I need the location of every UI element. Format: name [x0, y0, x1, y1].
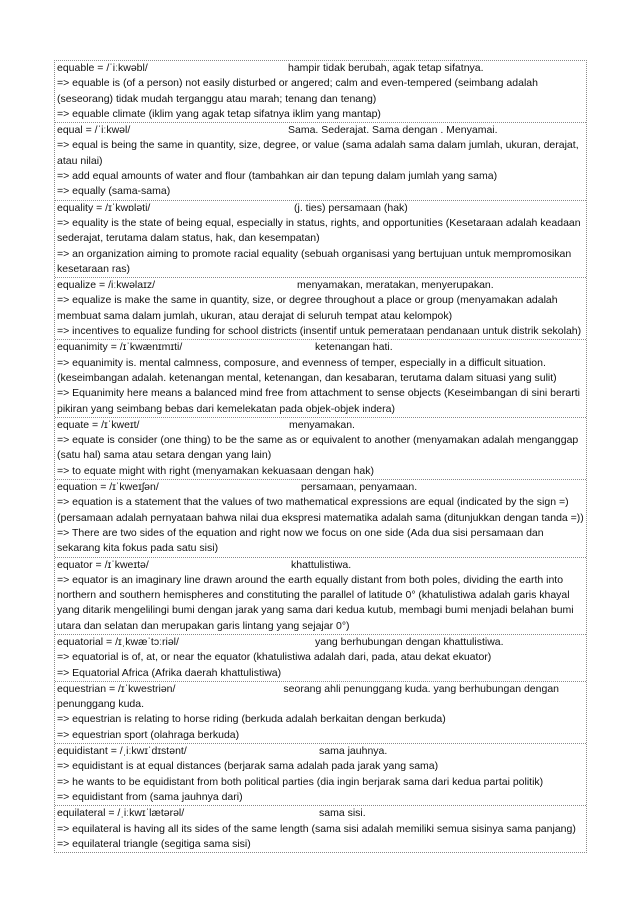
- entry-headword: equal = /ˈiːkwəl/: [57, 124, 131, 137]
- entry-definition: => equate is consider (one thing) to be the same as or equivalent to another (menyamakan adalah menganggap (satu hal) sama atau setara dengan yang lain): [57, 434, 579, 462]
- entry-equidistant: [55, 744, 586, 806]
- entry-equanimity: [55, 340, 586, 417]
- entry-headword: equidistant = /ˌiːkwɪˈdɪstənt/: [57, 745, 187, 758]
- entry-equality: [55, 201, 586, 278]
- entry-definition: => equalize is make the same in quantity, size, or degree throughout a place or group (menyamakan adalah membuat sama dalam jumlah, ukuran, atau derajat di seluruh tempat atau kelompok): [57, 294, 558, 322]
- entry-headword-line: [57, 635, 584, 650]
- entry-definition: => equilateral is having all its sides of the same length (sama sisi adalah memiliki semua sisinya sama panjang): [57, 822, 576, 835]
- entry-equatorial: [55, 635, 586, 682]
- vocabulary-sheet: [54, 60, 587, 853]
- entry-gloss: (j. ties) persamaan (hak): [294, 201, 408, 214]
- entry-gloss: sama jauhnya.: [319, 745, 388, 758]
- entry-headword: equilateral = /ˌiːkwɪˈlætərəl/: [57, 807, 185, 820]
- entry-example: => equidistant from (sama jauhnya dari): [57, 790, 243, 803]
- entry-definition: => equatorial is of, at, or near the equator (khatulistiwa adalah dari, pada, atau dekat ekuator): [57, 651, 492, 664]
- entry-headword-line: [57, 123, 584, 138]
- entry-headword: equation = /ɪˈkweɪʃən/: [57, 481, 159, 494]
- entry-headword-line: [57, 418, 584, 433]
- entry-example: => Equatorial Africa (Afrika daerah khattulistiwa): [57, 666, 282, 679]
- entry-headword-line: [57, 61, 584, 76]
- entry-headword-line: [57, 682, 584, 713]
- entry-headword: equatorial = /ɪˌkwæˈtɔːriəl/: [57, 635, 179, 648]
- entry-equation: [55, 480, 586, 557]
- entry-equestrian: [55, 682, 586, 744]
- entry-example: => he wants to be equidistant from both political parties (dia ingin berjarak sama dari kedua partai politik): [57, 775, 544, 788]
- entry-example: => add equal amounts of water and flour (tambahkan air dan tepung dalam jumlah yang sama): [57, 170, 498, 183]
- entry-equable: [55, 61, 586, 123]
- entry-definition: => equidistant is at equal distances (berjarak sama adalah pada jarak yang sama): [57, 760, 439, 773]
- entry-definition: => equable is (of a person) not easily disturbed or angered; calm and even-tempered (seimbang adalah (seseorang) tidak mudah terganggu atau marah; tenang dan tenang): [57, 77, 538, 105]
- entry-equate: [55, 418, 586, 480]
- entry-gloss: hampir tidak berubah, agak tetap sifatnya.: [288, 62, 484, 74]
- entry-example: => equable climate (iklim yang agak tetap sifatnya iklim yang mantap): [57, 107, 381, 120]
- entry-headword-line: [57, 278, 584, 293]
- entry-headword: equable = /ˈiːkwəbl/: [57, 62, 148, 74]
- entry-equal: [55, 123, 586, 200]
- entry-headword: equality = /ɪˈkwɒləti/: [57, 201, 151, 214]
- entry-example: => to equate might with right (menyamakan kekuasaan dengan hak): [57, 464, 374, 477]
- entry-equator: [55, 558, 586, 635]
- entry-gloss: menyamakan, meratakan, menyerupakan.: [297, 279, 494, 292]
- entry-definition: => equestrian is relating to horse riding (berkuda adalah berkaitan dengan berkuda): [57, 713, 446, 726]
- entry-headword: equate = /ɪˈkweɪt/: [57, 418, 140, 431]
- entry-gloss: seorang ahli penunggang kuda. yang berhubungan dengan penunggang kuda.: [57, 682, 559, 711]
- entry-definition: => equality is the state of being equal, especially in status, rights, and opportunities (Kesetaraan adalah keadaan sederajat, terutama dalam status, hak, dan kesempatan): [57, 216, 581, 245]
- entry-gloss: Sama. Sederajat. Sama dengan . Menyamai.: [288, 124, 498, 137]
- entry-headword-line: [57, 480, 584, 495]
- entry-definition: => equanimity is. mental calmness, composure, and evenness of temper, especially in a difficult situation. (keseimbangan adalah. ketenangan mental, ketenangan, dan kesabaran, terutama dalam situasi yang sulit): [57, 356, 557, 384]
- entry-example: => incentives to equalize funding for school districts (insentif untuk pemerataan pendanaan untuk distrik sekolah): [57, 325, 582, 338]
- entry-example: => There are two sides of the equation and right now we focus on one side (Ada dua sisi persamaan dan sekarang kita fokus pada satu sisi): [57, 526, 544, 555]
- entry-example: => Equanimity here means a balanced mind free from attachment to sense objects (Keseimbangan di sini berarti pikiran yang seimbang bebas dari kemelekatan pada objek-objek indera): [57, 387, 580, 415]
- entry-gloss: khattulistiwa.: [291, 558, 352, 571]
- entry-gloss: ketenangan hati.: [315, 341, 393, 354]
- entry-headword-line: [57, 340, 584, 355]
- entry-example: => equestrian sport (olahraga berkuda): [57, 728, 240, 741]
- entry-headword-line: [57, 806, 584, 821]
- entry-example: => an organization aiming to promote racial equality (sebuah organisasi yang bertujuan untuk mempromosikan kesetaraan ras): [57, 247, 572, 275]
- entry-definition: => equal is being the same in quantity, size, degree, or value (sama adalah sama dalam jumlah, ukuran, derajat, atau nilai): [57, 139, 579, 167]
- entry-gloss: persamaan, penyamaan.: [301, 481, 418, 494]
- entry-example: => equilateral triangle (segitiga sama sisi): [57, 837, 251, 850]
- entry-headword: equanimity = /ɪˈkwænɪmɪti/: [57, 341, 183, 354]
- entry-equilateral: [55, 806, 586, 852]
- entry-definition: => equation is a statement that the values of two mathematical expressions are equal (indicated by the sign =) (persamaan adalah pernyataan bahwa nilai dua ekspresi matematika adalah sama (ditunjukkan dengan tanda =)): [57, 496, 584, 524]
- entry-headword-line: [57, 558, 584, 573]
- entry-headword: equestrian = /ɪˈkwestriən/: [57, 682, 176, 695]
- entry-headword-line: [57, 744, 584, 759]
- entry-headword-line: [57, 201, 584, 216]
- entry-definition: => equator is an imaginary line drawn around the earth equally distant from both poles, dividing the earth into northern and southern hemispheres and constituting the parallel of latitude 0° (khatulistiwa adalah garis khayal yang ditarik mengelilingi bumi dengan jarak yang sama dari kedua kutub, membagi bumi menjadi belahan bumi utara dan selatan dan merupakan garis lintang yang sejajar 0°): [57, 573, 574, 632]
- entry-example: => equally (sama-sama): [57, 185, 171, 198]
- entry-gloss: yang berhubungan dengan khattulistiwa.: [315, 635, 504, 648]
- entry-gloss: menyamakan.: [289, 418, 355, 431]
- entry-gloss: sama sisi.: [319, 807, 366, 820]
- entry-headword: equalize = /iːkwəlaɪz/: [57, 279, 155, 292]
- entry-equalize: [55, 278, 586, 340]
- entry-headword: equator = /ɪˈkweɪtə/: [57, 558, 149, 571]
